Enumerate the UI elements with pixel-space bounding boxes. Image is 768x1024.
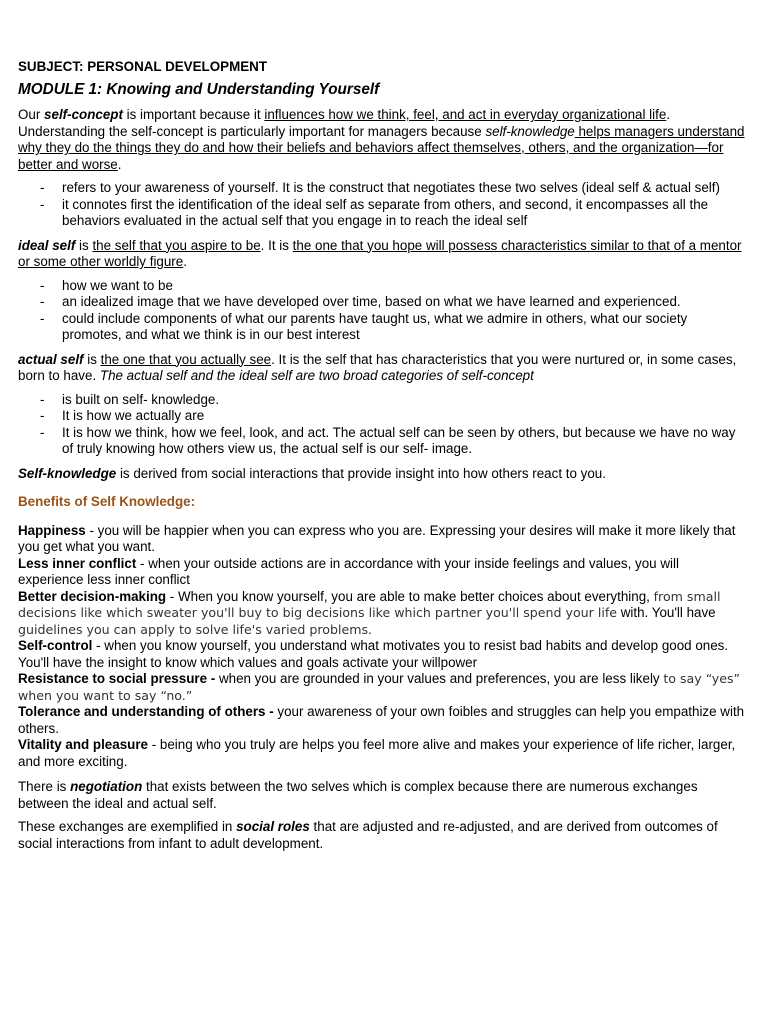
- negotiation-paragraph: There is negotiation that exists between the two selves which is complex because there are numerous exchanges between the ideal and actual self.: [18, 779, 698, 811]
- actual-self-list: [18, 392, 748, 458]
- ideal-self-paragraph: ideal self is the self that you aspire to be. It is the one that you hope will possess characteristics similar to that of a mentor or some other worldly figure.: [18, 237, 742, 269]
- benefit-resistance-to-social-pressure: Resistance to social pressure - when you are grounded in your values and preferences, you are less likely to say “yes” when you want to say “no.”: [18, 671, 741, 703]
- list-item: - an idealized image that we have developed over time, based on what we have learned and experienced.: [40, 294, 681, 309]
- self-knowledge-paragraph: Self-knowledge is derived from social interactions that provide insight into how others react to you.: [18, 465, 606, 481]
- benefit-less-inner-conflict: Less inner conflict - when your outside actions are in accordance with your inside feelings and values, you will experience less inner conflict: [18, 555, 679, 587]
- document-page: [18, 58, 748, 859]
- module-title: MODULE 1: Knowing and Understanding Yourself: [18, 81, 380, 98]
- benefit-vitality-and-pleasure: Vitality and pleasure - being who you truly are helps you feel more alive and makes your experience of life richer, larger, and more exciting.: [18, 737, 736, 769]
- list-item: - refers to your awareness of yourself. It is the construct that negotiates these two selves (ideal self & actual self): [40, 180, 720, 195]
- list-item: - is built on self- knowledge.: [40, 391, 220, 407]
- ideal-self-list: [18, 278, 748, 344]
- subject-heading: SUBJECT: PERSONAL DEVELOPMENT: [18, 59, 268, 74]
- list-item: - how we want to be: [40, 277, 173, 293]
- term-self-knowledge: Self-knowledge: [18, 465, 117, 481]
- term-social-roles: social roles: [236, 819, 310, 834]
- benefit-self-control: Self-control - when you know yourself, you understand what motivates you to resist bad habits and develop good ones. You'll have the insight to know which values and goals activate your willpower: [18, 638, 729, 670]
- self-concept-list: [18, 180, 748, 230]
- list-item: - It is how we think, how we feel, look, and act. The actual self can be seen by others, but because we have no way of truly knowing how others view us, the actual self is our self- image.: [40, 424, 736, 456]
- benefit-better-decision-making: Better decision-making - When you know yourself, you are able to make better choices about everything, from small decisions like which sweater you'll buy to big decisions like which partner you'll spend your life with. You'll have guidelines you can apply to solve life's varied problems.: [18, 588, 721, 637]
- actual-self-paragraph: actual self is the one that you actually see. It is the self that has characteristics that you were nurtured or, in some cases, born to have. The actual self and the ideal self are two broad categories of self-concept: [18, 351, 737, 383]
- list-item: - could include components of what our parents have taught us, what we admire in others, what our society promotes, and what we think is in our best interest: [40, 310, 688, 342]
- list-item: - It is how we actually are: [40, 408, 205, 423]
- social-roles-paragraph: These exchanges are exemplified in social roles that are adjusted and re-adjusted, and are derived from outcomes of social interactions from infant to adult development.: [18, 819, 718, 851]
- term-actual-self: actual self: [18, 351, 84, 367]
- list-item: - it connotes first the identification of the ideal self as separate from others, and second, it encompasses all the behaviors evaluated in the actual self that you engage in to reach the ideal self: [40, 196, 709, 228]
- benefit-tolerance-and-understanding: Tolerance and understanding of others - your awareness of your own foibles and struggles can help you empathize with others.: [18, 704, 745, 736]
- intro-paragraph: Our self-concept is important because it influences how we think, feel, and act in everyday organizational life. Understanding the self-concept is particularly important for managers because self-knowledge helps managers understand why they do the things they do and how their beliefs and behaviors affect themselves, others, and the organization—for better and worse.: [18, 107, 745, 172]
- benefits-list: [18, 523, 748, 771]
- benefits-heading: Benefits of Self Knowledge:: [18, 494, 196, 509]
- term-negotiation: negotiation: [70, 779, 143, 794]
- term-self-concept: self-concept: [44, 107, 123, 122]
- term-ideal-self: ideal self: [18, 237, 76, 253]
- benefit-happiness: Happiness - you will be happier when you can express who you are. Expressing your desires will make it more likely that you get what you want.: [18, 522, 736, 554]
